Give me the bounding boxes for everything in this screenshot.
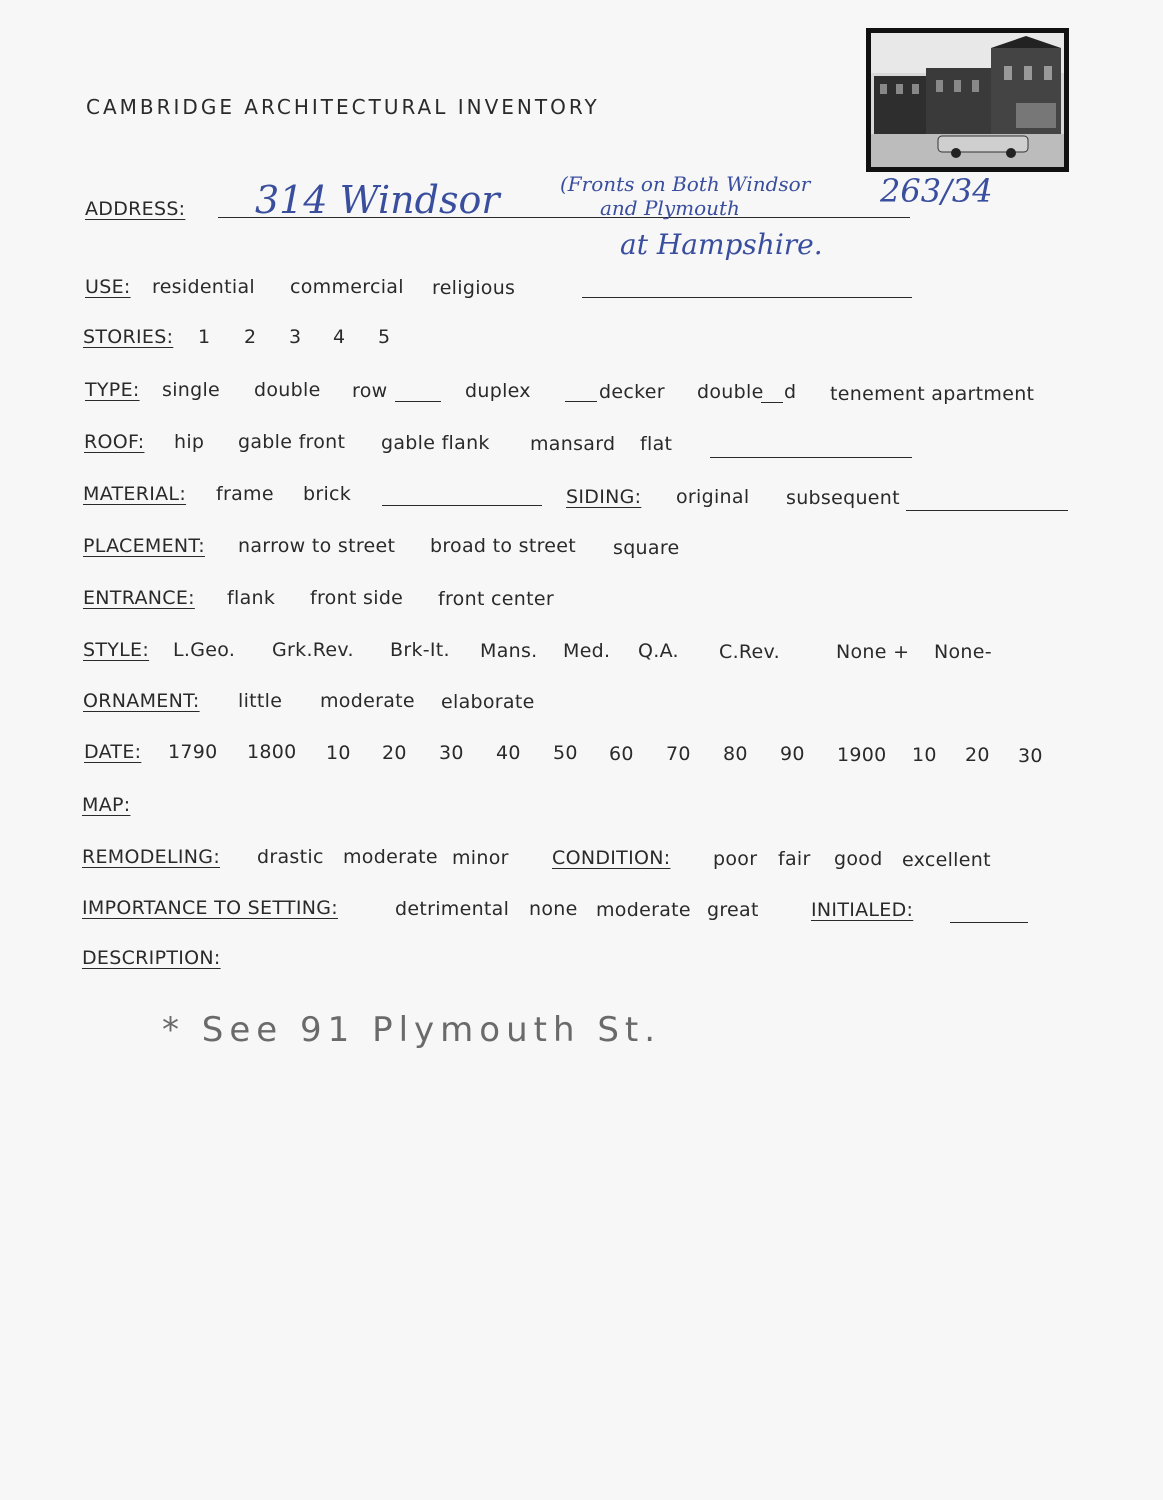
use-option[interactable]: commercial bbox=[290, 276, 404, 298]
date-option[interactable]: 1800 bbox=[247, 741, 297, 763]
entrance-option[interactable]: front center bbox=[438, 588, 554, 610]
style-option[interactable]: L.Geo. bbox=[173, 639, 236, 661]
roof-label: ROOF: bbox=[84, 431, 145, 453]
siding-label: SIDING: bbox=[566, 486, 642, 508]
stories-option[interactable]: 3 bbox=[289, 326, 302, 348]
entrance-option[interactable]: front side bbox=[310, 587, 404, 609]
date-option[interactable]: 1900 bbox=[837, 744, 887, 766]
roof-option[interactable]: hip bbox=[174, 431, 205, 453]
style-option[interactable]: C.Rev. bbox=[719, 641, 780, 663]
placement-option[interactable]: narrow to street bbox=[238, 535, 396, 557]
entrance-label: ENTRANCE: bbox=[83, 587, 195, 609]
remodeling-option[interactable]: drastic bbox=[257, 846, 324, 868]
remodeling-option[interactable]: minor bbox=[452, 847, 509, 869]
material-option[interactable]: brick bbox=[303, 483, 352, 505]
style-option[interactable]: Mans. bbox=[480, 640, 538, 662]
date-option[interactable]: 60 bbox=[609, 743, 634, 765]
entrance-option[interactable]: flank bbox=[227, 587, 276, 609]
placement-label: PLACEMENT: bbox=[83, 535, 205, 557]
address-label: ADDRESS: bbox=[85, 198, 186, 220]
condition-option[interactable]: fair bbox=[778, 848, 811, 870]
initialed-label: INITIALED: bbox=[811, 899, 914, 921]
date-option[interactable]: 10 bbox=[912, 744, 937, 766]
description-label: DESCRIPTION: bbox=[82, 947, 221, 969]
date-option[interactable]: 20 bbox=[965, 744, 990, 766]
stories-option[interactable]: 2 bbox=[244, 326, 257, 348]
siding-other-line[interactable] bbox=[906, 510, 1068, 511]
description-note: * See 91 Plymouth St. bbox=[162, 1010, 662, 1050]
material-option[interactable]: frame bbox=[216, 483, 274, 505]
roof-option[interactable]: gable front bbox=[238, 431, 346, 453]
ornament-option[interactable]: little bbox=[238, 690, 283, 712]
condition-option[interactable]: good bbox=[834, 848, 883, 870]
importance-option[interactable]: none bbox=[529, 898, 578, 920]
date-option[interactable]: 50 bbox=[553, 742, 578, 764]
style-option[interactable]: Grk.Rev. bbox=[272, 639, 354, 661]
use-other-line[interactable] bbox=[582, 297, 912, 298]
date-label: DATE: bbox=[84, 741, 142, 763]
use-option[interactable]: religious bbox=[432, 277, 516, 299]
date-option[interactable]: 70 bbox=[666, 743, 691, 765]
importance-option[interactable]: great bbox=[707, 899, 759, 921]
style-option[interactable]: None + bbox=[836, 641, 910, 663]
type-option[interactable]: d bbox=[784, 381, 797, 403]
stories-label: STORIES: bbox=[83, 326, 174, 348]
date-option[interactable]: 40 bbox=[496, 742, 521, 764]
condition-option[interactable]: excellent bbox=[902, 849, 991, 871]
style-option[interactable]: Med. bbox=[563, 640, 611, 662]
type-option[interactable]: single bbox=[162, 379, 221, 401]
stories-option[interactable]: 5 bbox=[378, 326, 391, 348]
stories-option[interactable]: 1 bbox=[198, 326, 211, 348]
style-option[interactable]: Q.A. bbox=[638, 640, 679, 662]
importance-label: IMPORTANCE TO SETTING: bbox=[82, 897, 338, 919]
date-option[interactable]: 90 bbox=[780, 743, 805, 765]
use-option[interactable]: residential bbox=[152, 276, 256, 298]
address-value: 314 Windsor bbox=[255, 178, 500, 222]
type-option[interactable]: tenement apartment bbox=[830, 383, 1035, 405]
remodeling-label: REMODELING: bbox=[82, 846, 221, 868]
map-label: MAP: bbox=[82, 794, 131, 816]
date-option[interactable]: 20 bbox=[382, 742, 407, 764]
style-label: STYLE: bbox=[83, 639, 150, 661]
ornament-label: ORNAMENT: bbox=[83, 690, 200, 712]
initialed-line[interactable] bbox=[950, 922, 1028, 923]
date-option[interactable]: 1790 bbox=[168, 741, 218, 763]
remodeling-option[interactable]: moderate bbox=[343, 846, 438, 868]
placement-option[interactable]: broad to street bbox=[430, 535, 577, 557]
roof-option[interactable]: flat bbox=[640, 433, 673, 455]
roof-option[interactable]: mansard bbox=[530, 433, 616, 455]
condition-option[interactable]: poor bbox=[713, 848, 758, 870]
roof-other-line[interactable] bbox=[710, 457, 912, 458]
placement-option[interactable]: square bbox=[613, 537, 680, 559]
ornament-option[interactable]: moderate bbox=[320, 690, 415, 712]
siding-option[interactable]: subsequent bbox=[786, 487, 900, 509]
date-option[interactable]: 30 bbox=[439, 742, 464, 764]
style-option[interactable]: None- bbox=[934, 641, 992, 663]
material-other-line[interactable] bbox=[382, 505, 542, 506]
form-title: CAMBRIDGE ARCHITECTURAL INVENTORY bbox=[86, 95, 600, 119]
date-option[interactable]: 30 bbox=[1018, 745, 1043, 767]
date-option[interactable]: 10 bbox=[326, 742, 351, 764]
date-option[interactable]: 80 bbox=[723, 743, 748, 765]
ornament-option[interactable]: elaborate bbox=[441, 691, 535, 713]
type-option[interactable]: double bbox=[254, 379, 321, 401]
siding-option[interactable]: original bbox=[676, 486, 750, 508]
use-label: USE: bbox=[85, 276, 131, 298]
address-note-3: at Hampshire. bbox=[620, 228, 823, 261]
type-option[interactable]: double bbox=[697, 381, 764, 403]
material-label: MATERIAL: bbox=[83, 483, 187, 505]
type-option[interactable]: decker bbox=[599, 381, 665, 403]
address-note-1: (Fronts on Both Windsor bbox=[560, 172, 811, 196]
roof-option[interactable]: gable flank bbox=[381, 432, 490, 454]
type-option[interactable]: row bbox=[352, 380, 388, 402]
type-decker-blank[interactable] bbox=[565, 401, 597, 402]
type-double-blank[interactable] bbox=[761, 402, 783, 403]
condition-label: CONDITION: bbox=[552, 847, 671, 869]
stories-option[interactable]: 4 bbox=[333, 326, 346, 348]
reference-number: 263/34 bbox=[880, 172, 993, 210]
importance-option[interactable]: detrimental bbox=[395, 898, 510, 920]
style-option[interactable]: Brk-It. bbox=[390, 639, 450, 661]
address-note-2: and Plymouth bbox=[600, 196, 740, 220]
type-label: TYPE: bbox=[85, 379, 140, 401]
building-photo bbox=[866, 28, 1069, 172]
type-row-blank[interactable] bbox=[395, 401, 441, 402]
importance-option[interactable]: moderate bbox=[596, 899, 691, 921]
type-option[interactable]: duplex bbox=[465, 380, 531, 402]
